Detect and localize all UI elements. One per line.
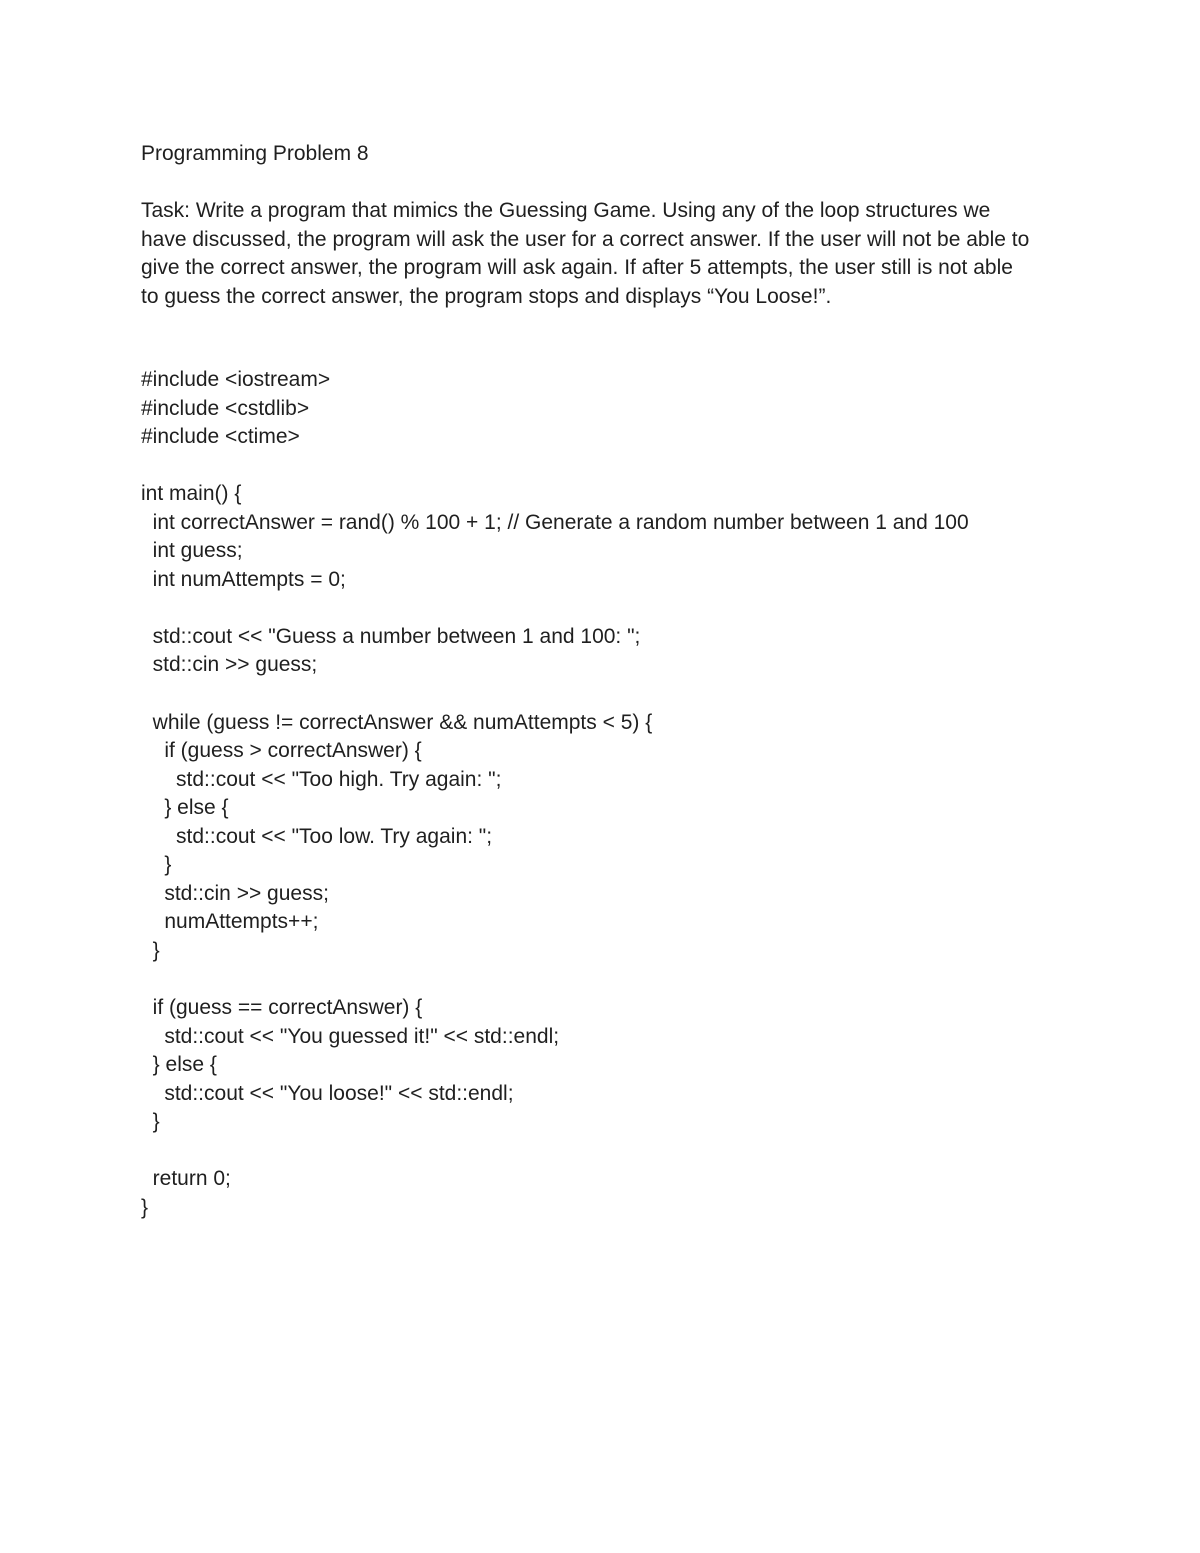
code-line: [141, 680, 969, 709]
code-line: }: [141, 1110, 160, 1134]
code-line: int correctAnswer = rand() % 100 + 1; // Generate a random number between 1 and 100: [141, 510, 969, 534]
code-line: std::cin >> guess;: [141, 653, 318, 677]
code-line: std::cout << "You guessed it!" << std::endl;: [141, 1024, 560, 1048]
code-line: } else {: [141, 1053, 217, 1077]
code-line: numAttempts++;: [141, 910, 319, 934]
task-description: [141, 197, 1071, 311]
code-line: std::cout << "Too high. Try again: ";: [141, 767, 502, 791]
task-line: give the correct answer, the program will ask again. If after 5 attempts, the user still is not able: [141, 256, 1013, 279]
code-line: int guess;: [141, 539, 243, 563]
task-line: Task: Write a program that mimics the Guessing Game. Using any of the loop structures we: [141, 199, 991, 222]
code-listing: [141, 366, 969, 1222]
code-line: if (guess > correctAnswer) {: [141, 739, 422, 763]
code-line: #include <ctime>: [141, 425, 300, 449]
code-line: [141, 1137, 969, 1166]
code-line: int numAttempts = 0;: [141, 567, 346, 591]
code-line: std::cin >> guess;: [141, 881, 329, 905]
code-line: std::cout << "Too low. Try again: ";: [141, 824, 493, 848]
code-line: int main() {: [141, 482, 242, 506]
code-line: } else {: [141, 796, 229, 820]
code-line: }: [141, 853, 172, 877]
task-line: to guess the correct answer, the program stops and displays “You Loose!”.: [141, 284, 832, 308]
code-line: std::cout << "You loose!" << std::endl;: [141, 1081, 514, 1105]
code-line: #include <cstdlib>: [141, 396, 310, 420]
code-line: if (guess == correctAnswer) {: [141, 996, 423, 1020]
code-line: return 0;: [141, 1167, 231, 1191]
task-line: have discussed, the program will ask the user for a correct answer. If the user will not be able to: [141, 227, 1030, 251]
code-line: std::cout << "Guess a number between 1 and 100: ";: [141, 624, 641, 648]
code-line: [141, 965, 969, 994]
code-line: [141, 452, 969, 481]
code-line: while (guess != correctAnswer && numAttempts < 5) {: [141, 710, 653, 734]
code-line: #include <iostream>: [141, 368, 331, 391]
code-line: }: [141, 938, 160, 962]
code-line: [141, 594, 969, 623]
document-title: Programming Problem 8: [141, 142, 369, 165]
code-line: }: [141, 1195, 149, 1219]
